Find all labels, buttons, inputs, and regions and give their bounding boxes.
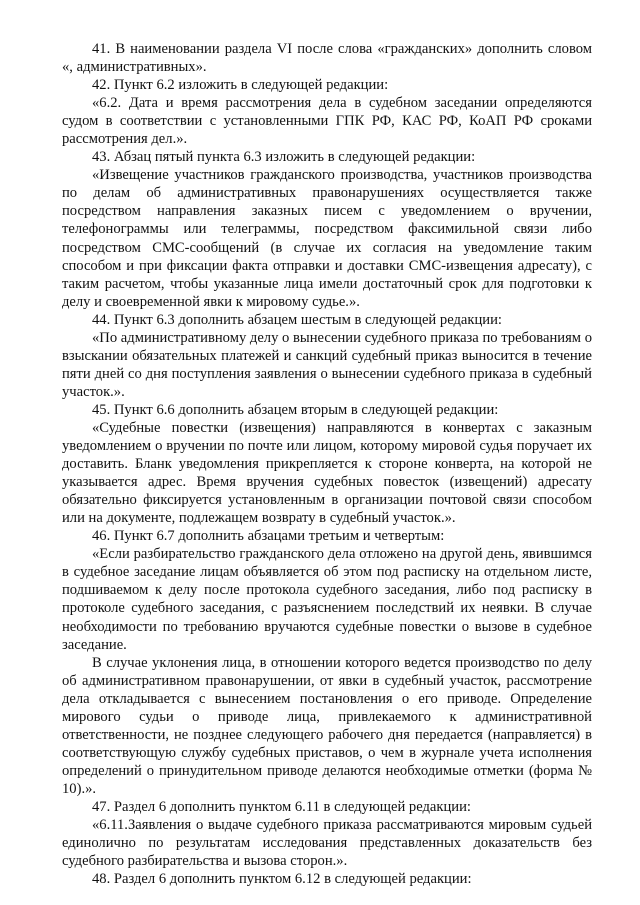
paragraph-43: 43. Абзац пятый пункта 6.3 изложить в следующей редакции:	[92, 149, 476, 166]
paragraph-44: 44. Пункт 6.3 дополнить абзацем шестым в следующей редакции:	[92, 311, 502, 328]
paragraph-45-quote: «Судебные повестки (извещения) направляются в конвертах с заказным уведомлением о вручении по почте или лицом, которому мировой судья поручает их доставить. Бланк уведомления прикрепляется к стороне конверта, на которой не указывается адрес. Время вручения судебных повесток (извещений) адресату обязательно фиксируется установленным в организации почтовой связи способом или на документе, подлежащем возврату в судебный участок.».	[62, 419, 592, 527]
paragraph-45: 45. Пункт 6.6 дополнить абзацем вторым в следующей редакции:	[92, 401, 499, 418]
paragraph-41: 41. В наименовании раздела VI после слова «гражданских» дополнить словом «, административных».	[62, 41, 592, 76]
paragraph-47: 47. Раздел 6 дополнить пунктом 6.11 в следующей редакции:	[92, 798, 471, 815]
paragraph-46: 46. Пункт 6.7 дополнить абзацами третьим и четвертым:	[92, 528, 445, 545]
paragraph-43-quote: «Извещение участников гражданского производства, участников производства по делам об административных правонарушениях осуществляется также посредством направления заказных писем с уведомлением о вручении, телефонограммы или телеграммы, посредством факсимильной связи либо посредством СМС-сообщений (в случае их согласия на уведомление таким способом и при фиксации факта отправки и доставки СМС-извещения адресату), с таким расчетом, чтобы указанные лица имели достаточный срок для подготовки к делу и своевременной явки к мировому судье.».	[62, 167, 592, 310]
paragraph-44-quote: «По административному делу о вынесении судебного приказа по требованиям о взыскании обязательных платежей и санкций судебный приказ выносится в течение пяти дней со дня поступления заявления о вынесении судебного приказа в судебный участок.».	[62, 329, 592, 400]
paragraph-46-quote-1: «Если разбирательство гражданского дела отложено на другой день, явившимся в судебное заседание лицам объявляется об этом под расписку на отдельном листе, подшиваемом к делу после протокола судебного заседания, либо под расписку в протоколе судебного заседания, с разъяснением последствий их неявки. В случае необходимости по требованию вручаются судебные повестки о вызове в судебное заседание.	[62, 546, 592, 653]
paragraph-47-quote: «6.11.Заявления о выдаче судебного приказа рассматриваются мировым судьей единолично по результатам исследования представленных доказательств без судебного разбирательства и вызова сторон.».	[62, 817, 592, 870]
paragraph-42-quote: «6.2. Дата и время рассмотрения дела в судебном заседании определяются судом в соответствии с установленными ГПК РФ, КАС РФ, КоАП РФ сроками рассмотрения дел.».	[62, 95, 592, 148]
paragraph-48: 48. Раздел 6 дополнить пунктом 6.12 в следующей редакции:	[92, 871, 472, 888]
paragraph-42: 42. Пункт 6.2 изложить в следующей редакции:	[92, 77, 389, 94]
paragraph-46-quote-2: В случае уклонения лица, в отношении которого ведется производство по делу об административном правонарушении, от явки в судебный участок, рассмотрение дела откладывается с вынесением постановления о его приводе. Определение мирового судьи о приводе лица, привлекаемого к административной ответственности, не позднее следующего рабочего дня передается (направляется) в соответствующую службу судебных приставов, о чем в журнале учета исполнения определений о принудительном приводе делаются необходимые отметки (форма № 10).».	[62, 654, 592, 797]
